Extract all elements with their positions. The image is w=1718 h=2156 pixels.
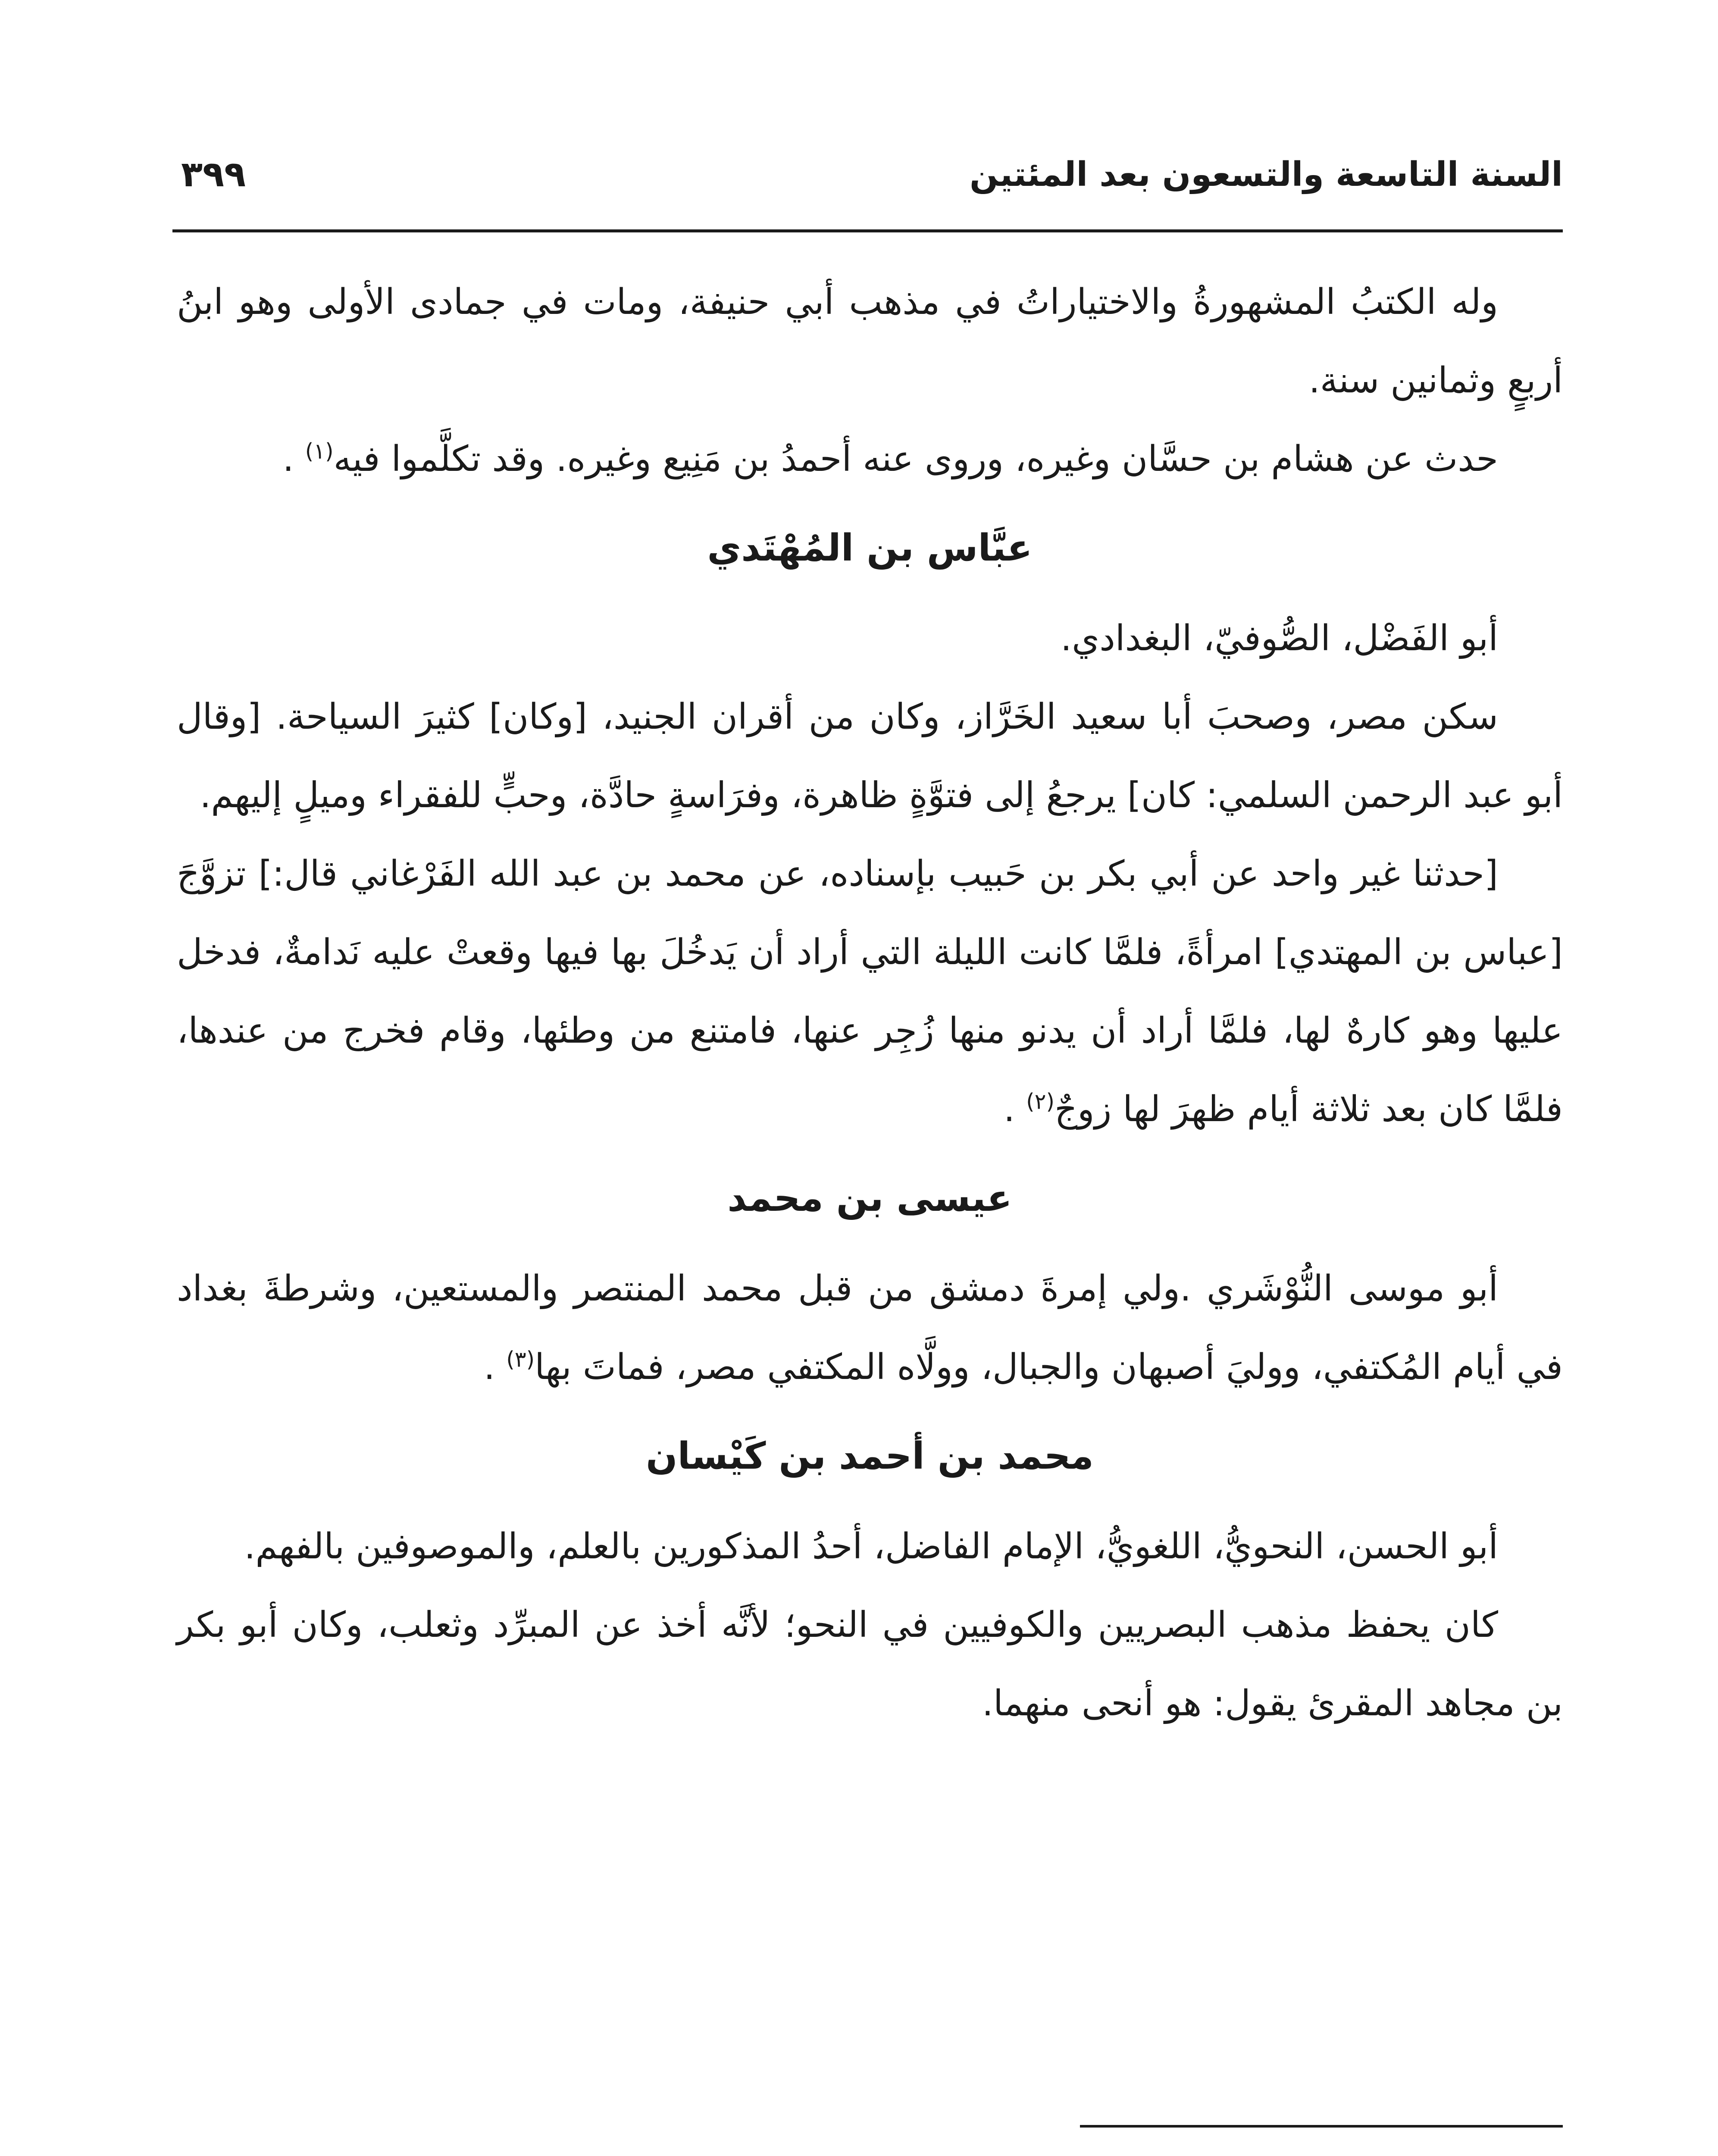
paragraph: سكن مصر، وصحبَ أبا سعيد الخَرَّاز، وكان من أقران الجنيد، [وكان] كثيرَ السياحة. [وقال أبو عبد الرحمن السلمي: كان] يرجعُ إلى فتوَّةٍ ظاهرة، وفرَاسةٍ حادَّة، وحبٍّ للفقراء وميلٍ إليهم.: [177, 696, 1563, 816]
entry-heading: محمد بن أحمد بن كَيْسان: [646, 1435, 1094, 1478]
paragraph: [177, 1250, 1563, 1407]
paragraph: وله الكتبُ المشهورةُ والاختياراتُ في مذهب أبي حنيفة، ومات في جمادى الأولى وهو ابنُ أربعٍ وثمانين سنة.: [177, 282, 1563, 401]
page-number: ٣٩٩: [181, 154, 246, 195]
main-text: [177, 263, 1563, 1743]
paragraph-text: أبو موسى النُّوْشَري .ولي إمرةَ دمشق من قبل محمد المنتصر والمستعين، وشرطةَ بغداد في أيام المُكتفي، ووليَ أصبهان والجبال، وولَّاه المكتفي مصر، فماتَ بها: [177, 1268, 1563, 1388]
footnote: [177, 2150, 1563, 2156]
footnote-ref: (٢): [1026, 1089, 1055, 1114]
paragraph: [177, 420, 1563, 498]
footnote-ref: (١): [305, 439, 334, 464]
footnotes: [177, 2150, 1563, 2156]
paragraph: أبو الحسن، النحويُّ، اللغويُّ، الإمام الفاضل، أحدُ المذكورين بالعلم، والموصوفين بالفهم.: [244, 1526, 1498, 1567]
running-title: السنة التاسعة والتسعون بعد المئتين: [970, 155, 1563, 194]
header-rule: [172, 229, 1563, 232]
paragraph-text: [حدثنا غير واحد عن أبي بكر بن حَبيب بإسناده، عن محمد بن عبد الله الفَرْغاني قال:] تزوَّجَ [عباس بن المهتدي] امرأةً، فلمَّا كانت الليلة التي أراد أن يَدخُلَ بها فيها وقعتْ عليه نَدامةٌ، فدخل عليها وهو كارهٌ لها، فلمَّا أراد أن يدنو منها زُجِر عنها، فامتنع من وطئها، وقام فخرج من عندها، فلمَّا كان بعد ثلاثة أيام ظهرَ لها زوجٌ: [177, 853, 1563, 1130]
footnote-ref: (٣): [506, 1347, 535, 1372]
paragraph: [177, 835, 1563, 1149]
footnote-rule: [1080, 2125, 1563, 2128]
paragraph-end: .: [282, 439, 305, 479]
entry-heading: عيسى بن محمد: [727, 1177, 1012, 1220]
entry-heading: عبَّاس بن المُهْتَدي: [707, 526, 1033, 570]
paragraph-end: .: [1004, 1089, 1026, 1130]
paragraph-end: .: [484, 1347, 507, 1388]
paragraph: كان يحفظ مذهب البصريين والكوفيين في النحو؛ لأنَّه أخذ عن المبرِّد وثعلب، وكان أبو بكر بن مجاهد المقرئ يقول: هو أنحى منهما.: [177, 1604, 1563, 1724]
paragraph-text: حدث عن هشام بن حسَّان وغيره، وروى عنه أحمدُ بن مَنِيع وغيره. وقد تكلَّموا فيه: [333, 439, 1498, 479]
paragraph: أبو الفَضْل، الصُّوفيّ، البغدادي.: [1061, 618, 1498, 659]
running-header: [181, 142, 1563, 207]
